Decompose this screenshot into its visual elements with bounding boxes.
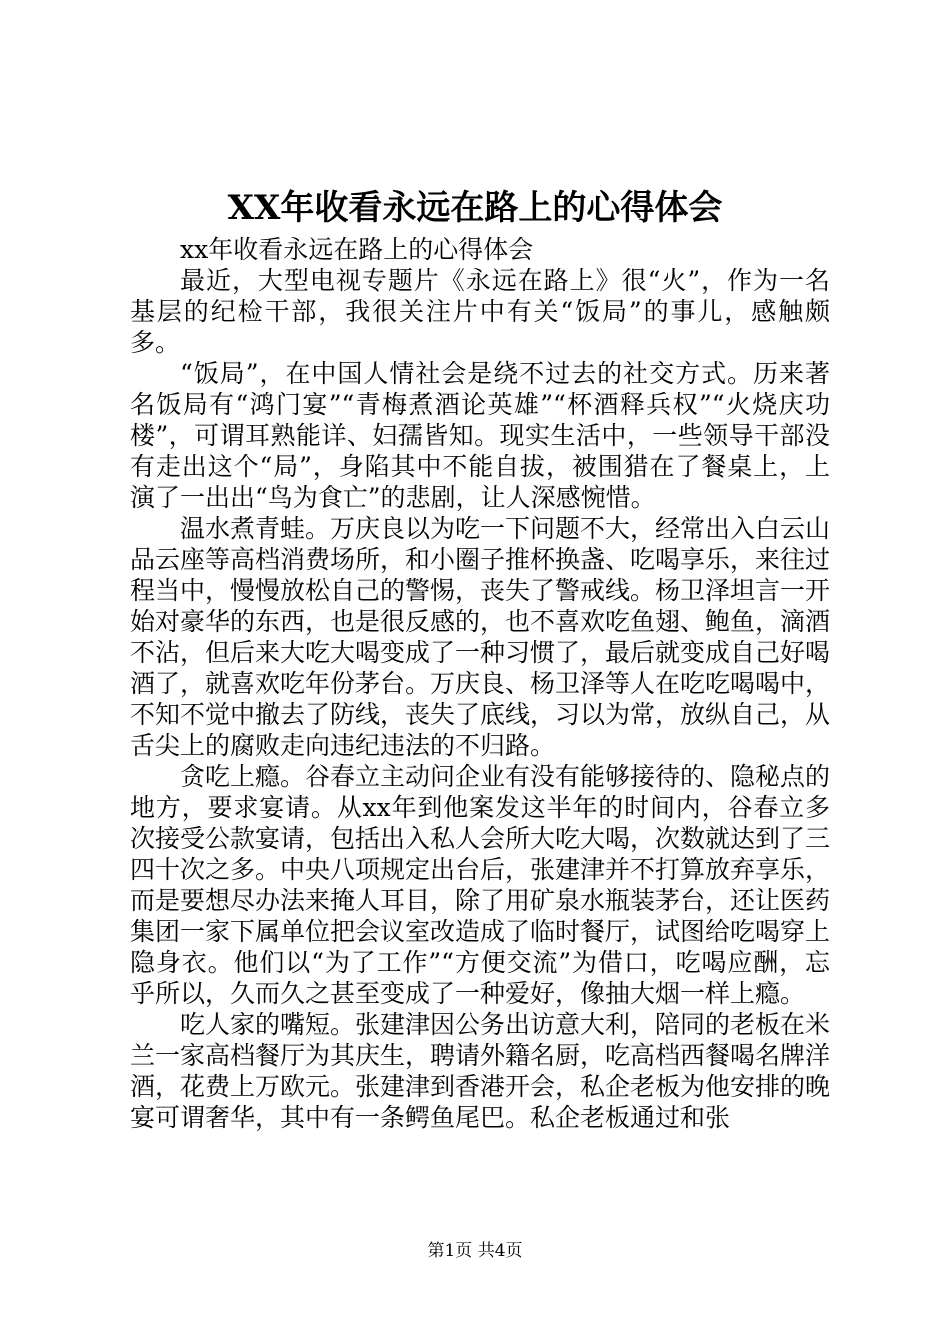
paragraph-intro: 最近，大型电视专题片《永远在路上》很“火”，作为一名基层的纪检干部，我很关注片中有关“饭局”的事儿，感触颇多。 [130, 266, 830, 357]
document-body [130, 234, 830, 1133]
paragraph-warm-water: 温水煮青蛙。万庆良以为吃一下问题不大，经常出入白云山品云座等高档消费场所，和小圈子推杯换盏、吃喝享乐，来往过程当中，慢慢放松自己的警惕，丧失了警戒线。杨卫泽坦言一开始对豪华的东西，也是很反感的，也不喜欢吃鱼翅、鲍鱼，滴酒不沾，但后来大吃大喝变成了一种习惯了，最后就变成自己好喝酒了，就喜欢吃年份茅台。万庆良、杨卫泽等人在吃吃喝喝中，不知不觉中撤去了防线，丧失了底线，习以为常，放纵自己，从舌尖上的腐败走向违纪违法的不归路。 [130, 514, 831, 760]
paragraph-obligated: 吃人家的嘴短。张建津因公务出访意大利，陪同的老板在米兰一家高档餐厅为其庆生，聘请外籍名厨，吃高档西餐喝名牌洋酒，花费上万欧元。张建津到香港开会，私企老板为他安排的晚宴可谓奢华，其中有一条鳄鱼尾巴。私企老板通过和张 [130, 1010, 831, 1132]
paragraph-addicted: 贪吃上瘾。谷春立主动问企业有没有能够接待的、隐秘点的地方，要求宴请。从xx年到他案发这半年的时间内，谷春立多次接受公款宴请，包括出入私人会所大吃大喝，次数就达到了三四十次之多。中央八项规定出台后，张建津并不打算放弃享乐，而是要想尽办法来掩人耳目，除了用矿泉水瓶装茅台，还让医药集团一家下属单位把会议室改造成了临时餐厅，试图给吃喝穿上隐身衣。他们以“为了工作”“方便交流”为借口，吃喝应酬，忘乎所以，久而久之甚至变成了一种爱好，像抽大烟一样上瘾。 [130, 762, 831, 1008]
paragraph-fanju: “饭局”，在中国人情社会是绕不过去的社交方式。历来著名饭局有“鸿门宴”“青梅煮酒论英雄”“杯酒释兵权”“火烧庆功楼”，可谓耳熟能详、妇孺皆知。现实生活中，一些领导干部没有走出这个“局”，身陷其中不能自拔，被围猎在了餐桌上，上演了一出出“鸟为食亡”的悲剧，让人深感惋惜。 [130, 359, 830, 512]
page-footer: 第1页 共4页 [427, 1241, 523, 1261]
document-title: XX年收看永远在路上的心得体会 [227, 188, 723, 228]
paragraph-subtitle: xx年收看永远在路上的心得体会 [180, 235, 534, 264]
